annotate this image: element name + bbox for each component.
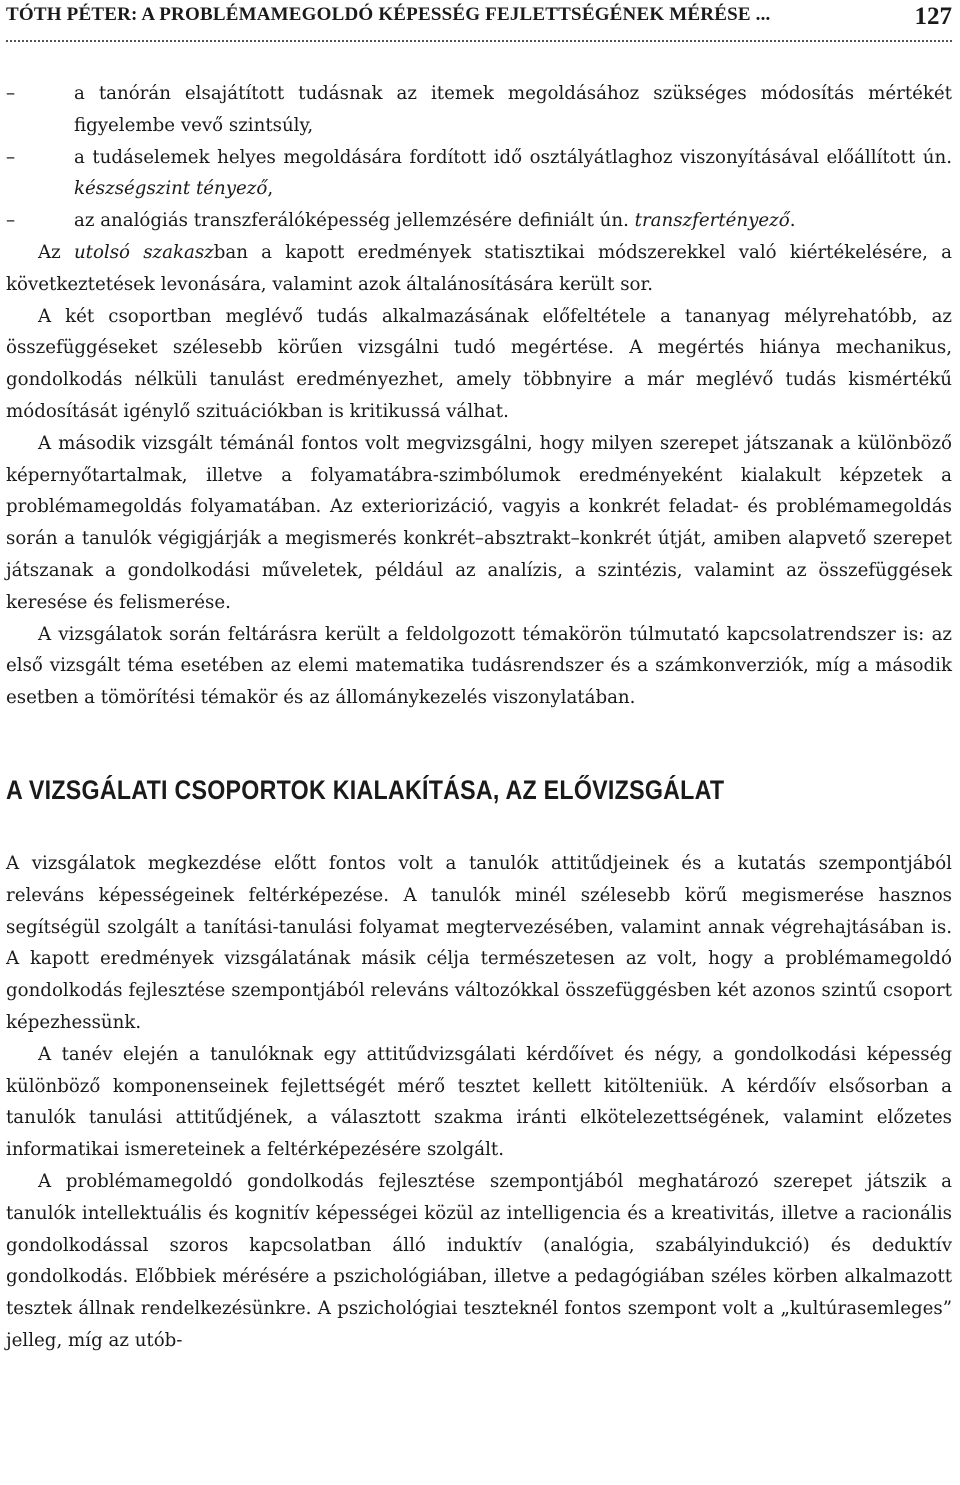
list-dash: – [6,210,16,232]
list-item [6,78,952,142]
italic-term: utolsó szakasz [73,241,214,263]
paragraph: A két csoportban meglévő tudás alkalmazásának előfeltétele a tananyag mélyrehatóbb, az összefüggéseket szélesebb körűen vizsgálni tudó megértése. A megértés hiánya mechanikus, gondolkodás nélküli tanulást eredményezhet, amely többnyire a már meglévő tudás kismértékű módosítását igénylő szituációkban is kritikussá válhat. [6,305,952,422]
page-number: 127 [914,3,952,30]
list-item [6,205,952,237]
italic-term: transzfertényező [634,210,790,232]
list-item-text: az analógiás transzferálóképesség jellemzésére definiált ún. transzfertényező. [74,210,796,232]
paragraph: Az utolsó szakaszban a kapott eredmények statisztikai módszerekkel való kiértékelésére, a következtetések levonására, valamint azok általánosítására került sor. [6,241,952,295]
list-item-text: a tanórán elsajátított tudásnak az itemek megoldásához szükséges módosítás mértékét figyelembe vevő szintsúly, [74,83,952,136]
list-item-text: a tudáselemek helyes megoldására fordított idő osztályátlaghoz viszonyításával előállított ún. készségszint tényező, [74,146,952,200]
header-dotted-rule [6,40,952,42]
body-text [6,78,952,1357]
paragraph: A vizsgálatok során feltárásra került a feldolgozott témakörön túlmutató kapcsolatrendszer is: az első vizsgált téma esetében az elemi matematika tudásrendszer és a számkonverziók, míg a második esetben a tömörítési témakör és az állománykezelés viszonylatában. [6,623,952,709]
paragraph: A második vizsgált témánál fontos volt megvizsgálni, hogy milyen szerepet játszanak a különböző képernyőtartalmak, illetve a folyamatábra-szimbólumok eredményeként kialakult képzetek a problémamegoldás folyamatában. Az exteriorizáció, vagyis a konkrét feladat- és problémamegoldás során a tanulók végigjárják a megismerés konkrét–absztrakt–konkrét útját, amiben alapvető szerepet játszanak a gondolkodási műveletek, például az analízis, a szintézis, valamint az összefüggések keresése és felismerése. [6,432,952,613]
paragraph: A vizsgálatok megkezdése előtt fontos volt a tanulók attitűdjeinek és a kutatás szempontjából releváns képességeinek feltérképezése. A tanulók minél szélesebb körű megismerése hasznos segítségül szolgált a tanítási-tanulási folyamat megtervezésében, valamint annak végrehajtásában is. A kapott eredmények vizsgálatának másik célja természetesen az volt, hogy a problémamegoldó gondolkodás fejlesztése szempontjából releváns változókkal összefüggésben két azonos szintű csoport képezhessünk. [6,852,952,1033]
running-title: TÓTH PÉTER: A PROBLÉMAMEGOLDÓ KÉPESSÉG FEJLETTSÉGÉNEK MÉRÉSE ... [6,4,771,25]
list-item [6,142,952,206]
section-heading: A VIZSGÁLATI CSOPORTOK KIALAKÍTÁSA, AZ ELŐVIZSGÁLAT [6,774,725,805]
list-dash: – [6,146,16,168]
running-header [6,4,952,44]
paragraph: A tanév elején a tanulóknak egy attitűdvizsgálati kérdőívet és négy, a gondolkodási képesség különböző komponenseinek fejlettségét mérő tesztet kellett kitölteniük. A kérdőív elsősorban a tanulók tanulási attitűdjének, a választott szakma iránti elkötelezettségének, valamint előzetes informatikai ismereteinek a feltérképezésére szolgált. [6,1043,952,1161]
italic-term: készségszint tényező [74,178,268,200]
list-dash: – [6,83,16,104]
paragraph: A problémamegoldó gondolkodás fejlesztése szempontjából meghatározó szerepet játszik a tanulók intellektuális és kognitív képességei közül az intelligencia és a kreativitás, illetve a racionális gondolkodással szoros kapcsolatban álló induktív (analógia, szabályindukció) és deduktív gondolkodás. Előbbiek mérésére a pszichológiában, illetve a pedagógiában széles körben alkalmazott tesztek állnak rendelkezésünkre. A pszichológiai teszteknél fontos szempont volt a „kultúrasemleges” jelleg, míg az utób- [6,1170,952,1351]
